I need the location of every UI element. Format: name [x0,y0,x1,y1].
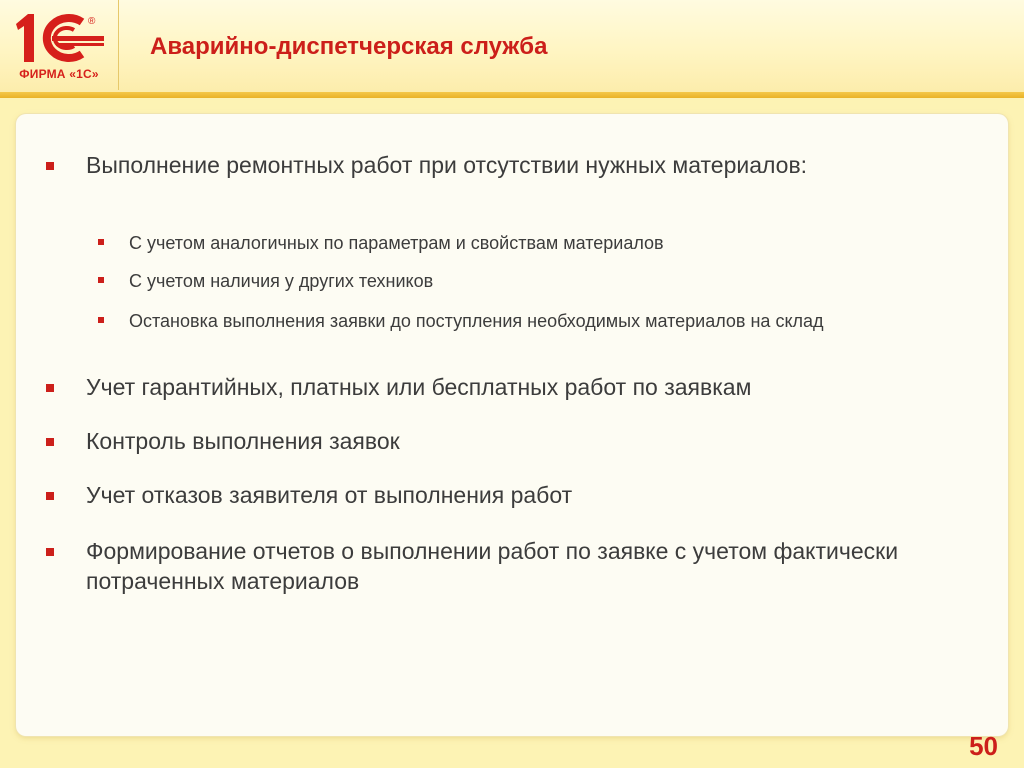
registered-mark: ® [88,16,96,27]
sub-item-text: Остановка выполнения заявки до поступления необходимых материалов на склад [129,311,824,331]
list-item-text: Выполнение ремонтных работ при отсутствии нужных материалов: [86,152,808,178]
logo-caption: ФИРМА «1С» [19,67,99,81]
bullet-icon [46,438,54,446]
sub-item-text: С учетом аналогичных по параметрам и свойствам материалов [129,233,664,253]
bullet-icon [46,548,54,556]
list-item-text: Учет отказов заявителя от выполнения работ [86,482,573,508]
logo [0,0,119,90]
list-item-text: Учет гарантийных, платных или бесплатных работ по заявкам [86,374,752,400]
page-title: Аварийно-диспетчерская служба [150,33,548,60]
bullet-icon [46,492,54,500]
header-divider [0,92,1024,98]
sub-item-text: С учетом наличия у других техников [129,271,434,291]
page-number: 50 [969,731,998,761]
list-item-text: Формирование отчетов о выполнении работ по заявке с учетом фактически потраченных материалов [86,538,899,594]
list-item-text: Контроль выполнения заявок [86,428,400,454]
bullet-icon [98,317,104,323]
bullet-icon [98,277,104,283]
bullet-icon [98,239,104,245]
slide-header [0,0,1024,95]
content-panel [16,114,1008,736]
bullet-icon [46,162,54,170]
bullet-icon [46,384,54,392]
